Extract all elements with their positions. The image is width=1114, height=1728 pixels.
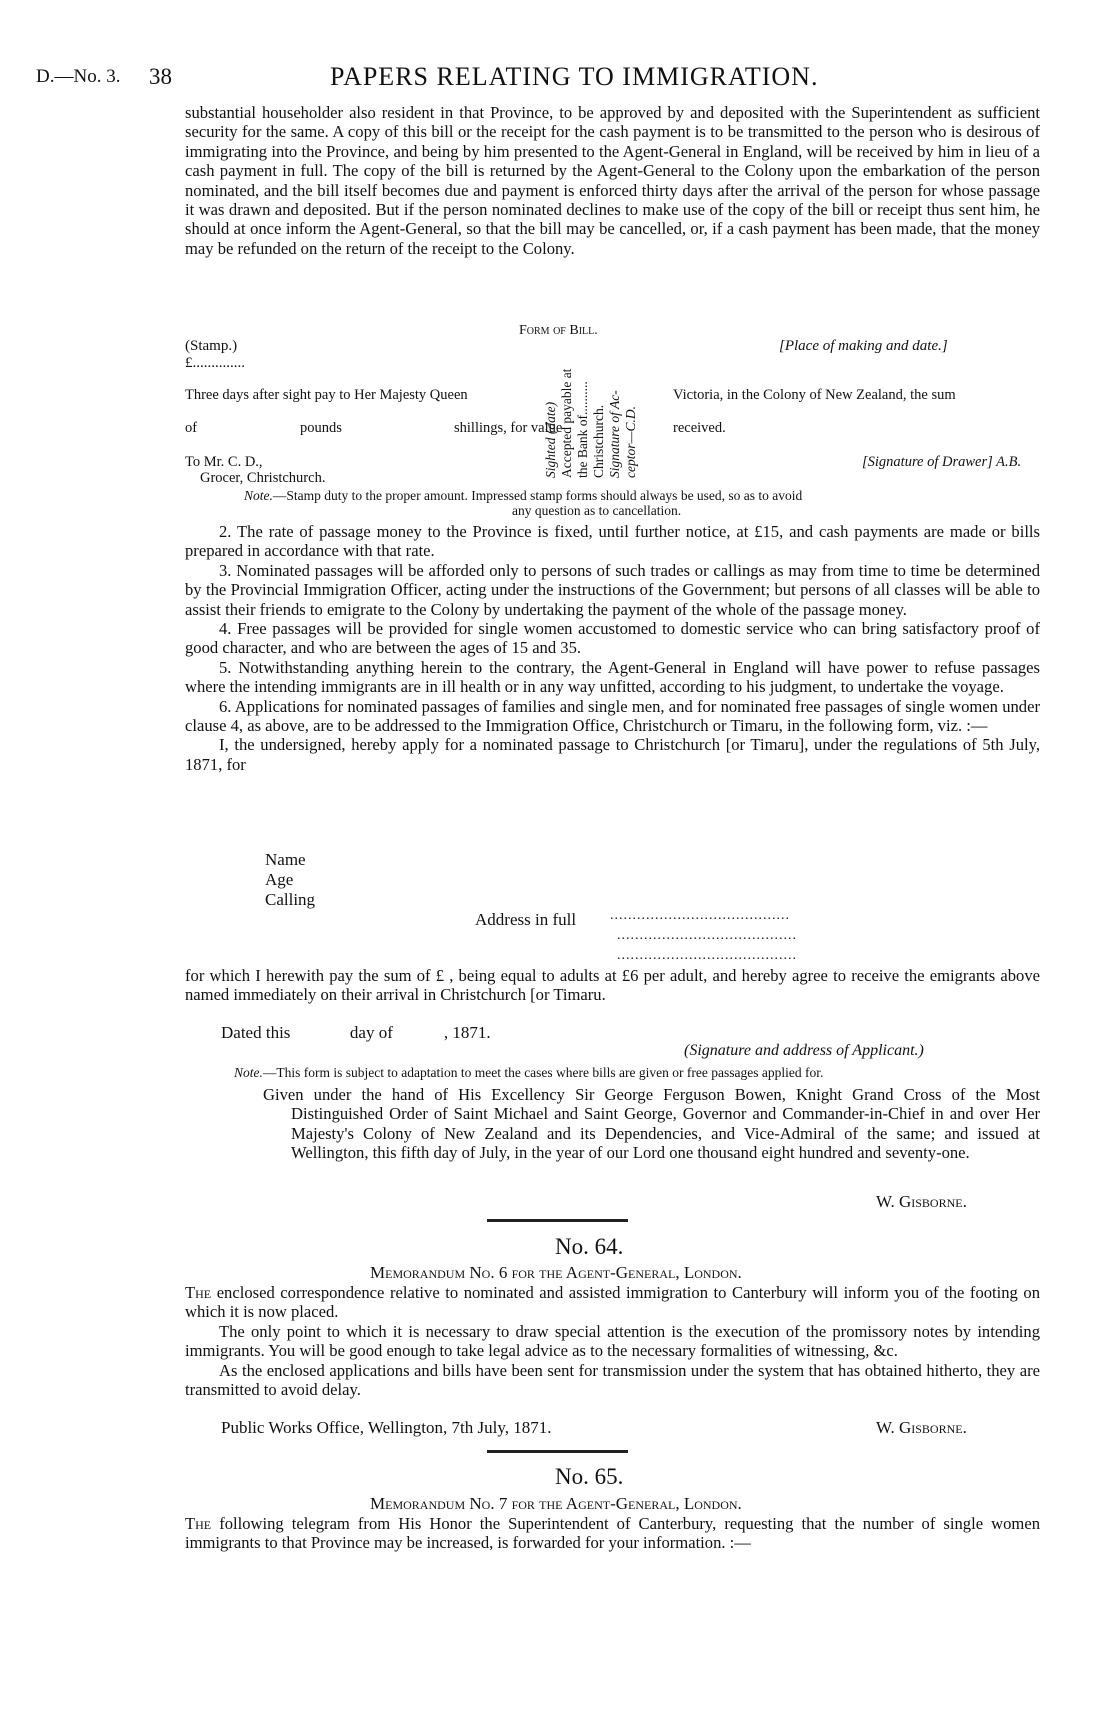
bill-line2-received: received. [673,420,726,436]
field-age: Age [265,870,294,889]
bill-note: Note.—Stamp duty to the proper amount. Impressed stamp forms should always be used, so as to avoid [244,488,803,503]
clause-2: 2. The rate of passage money to the Province is fixed, until further notice, at £15, and cash payments are made or bills prepared in accordance with that rate. [185,522,1040,561]
address-dots-1: ........................................ [610,908,790,923]
no64-body: The enclosed correspondence relative to nominated and assisted immigration to Canterbury will inform you of the footing on which it is now placed. The only point to which it is necessary to draw special attention is the execution of the promissory notes by intending immigrants. You will be good enough to take legal advice as to the necessary formalities of witnessing, &c. As the enclosed applications and bills have been sent for transmission under the system that has obtained hitherto, they are transmitted to avoid delay. [185,1283,1040,1400]
clause-4: 4. Free passages will be provided for single women accustomed to domestic service who can bring satisfactory proof of good character, and who are between the ages of 15 and 35. [185,619,1040,658]
address-dots-2: ........................................ [617,928,797,943]
application-text: I, the undersigned, hereby apply for a nominated passage to Christchurch [or Timaru], under the regulations of 5th July, 1871, for [185,735,1040,774]
field-name: Name [265,850,306,869]
no64-place-date: Public Works Office, Wellington, 7th July, 1871. [221,1418,552,1437]
bill-line1-right: Victoria, in the Colony of New Zealand, the sum [673,387,956,403]
no65-heading: No. 65. [555,1464,624,1489]
bill-line2-pounds: pounds [300,420,342,436]
address-label: Address in full [475,910,577,929]
bill-pound-line: £.............. [185,355,245,371]
application-note: Note.—This form is subject to adaptation to meet the cases where bills are given or free passages applied for. [234,1065,824,1080]
bill-vertical-4: Christchurch. [591,404,606,478]
clause-3: 3. Nominated passages will be afforded only to persons of such trades or callings as may from time to time be determined by the Provincial Immigration Officer, acting under the instructions of the Government; but persons of all classes will be able to assist their friends to emigrate to the Colony by undertaking the payment of the whole of the passage money. [185,560,1040,619]
clause-6: 6. Applications for nominated passages of families and single men, and for nominated free passages of single women under clause 4, as above, are to be addressed to the Immigration Office, Christchurch or Timaru, in the following form, viz. :— [185,696,1040,736]
field-calling: Calling [265,890,316,909]
bill-note-line2: any question as to cancellation. [512,503,682,518]
dated-line: Dated this day of , 1871. [221,1023,491,1042]
bill-vertical-5: Signature of Ac- [607,390,622,478]
form-of-bill-heading: Form of Bill. [519,323,598,338]
intro-paragraph: substantial householder also resident in that Province, to be approved by and deposited with the Superintendent as sufficient security for the same. A copy of this bill or the receipt for the cash payment is to be transmitted to the person who is desirous of immigrating into the Province, and being by him presented to the Agent-General in England, will be received by him in lieu of a cash payment in full. The copy of the bill is returned by the Agent-General to the Colony upon the embarkation of the person nominated, and the bill itself becomes due and payment is enforced thirty days after the arrival of the person for whose passage it was drawn and deposited. But if the person nominated declines to make use of the copy of the bill or receipt thus sent him, he should at once inform the Agent-General, so that the bill may be cancelled, or, if a cash payment has been made, that the money may be refunded on the return of the receipt to the Colony. [185,103,1040,258]
bill-stamp: (Stamp.) [185,338,238,354]
no64-signature: W. Gisborne. [876,1418,967,1437]
bill-address-line: Grocer, Christchurch. [200,470,326,486]
section-divider-1 [487,1219,628,1222]
payment-text: for which I herewith pay the sum of £ , being equal to adults at £6 per adult, and hereby agree to receive the emigrants above named immediately on their arrival in Christchurch [or Timaru. [185,966,1040,1005]
bill-vertical-2: Accepted payable at [559,368,574,478]
bill-vertical-6: ceptor—C.D. [623,406,638,478]
bill-vertical-3: the Bank of.......... [575,381,590,478]
signature-gisborne-1: W. Gisborne. [876,1192,967,1211]
clause-5: 5. Notwithstanding anything herein to the contrary, the Agent-General in England will have power to refuse passages where the intending immigrants are in ill health or in any way unfitted, according to his judgment, to undertake the voyage. [185,657,1040,697]
bill-signature: [Signature of Drawer] A.B. [862,454,1022,470]
no65-memo-title: Memorandum No. 7 for the Agent-General, London. [370,1494,742,1513]
applicant-signature: (Signature and address of Applicant.) [684,1042,924,1059]
no64-heading: No. 64. [555,1234,624,1259]
no64-memo-title: Memorandum No. 6 for the Agent-General, London. [370,1263,742,1282]
given-under-paragraph: Given under the hand of His Excellency Sir George Ferguson Bowen, Knight Grand Cross of the Most Distinguished Order of Saint Michael and Saint George, Governor and Commander-in-Chief in and over Her Majesty's Colony of New Zealand and its Dependencies, and Vice-Admiral of the same; and issued at Wellington, this fifth day of July, in the year of our Lord one thousand eight hundred and seventy-one. [263,1085,1040,1163]
bill-vertical-1: Sighted (date) [543,401,558,478]
bill-line2-shillings: shillings, for value [454,420,563,436]
bill-to-line: To Mr. C. D., [185,454,263,470]
bill-place-date: [Place of making and date.] [779,338,948,354]
document-reference: D.—No. 3. [36,66,121,87]
page-title: PAPERS RELATING TO IMMIGRATION. [330,62,819,91]
clauses [185,522,1040,774]
bill-line2-of: of [185,420,198,436]
page-number: 38 [149,64,172,89]
section-divider-2 [487,1450,628,1453]
address-dots-3: ........................................ [617,948,797,963]
no65-body: The following telegram from His Honor the Superintendent of Canterbury, requesting that the number of single women immigrants to that Province may be increased, is forwarded for your information. :— [185,1514,1040,1553]
bill-line1-left: Three days after sight pay to Her Majesty Queen [185,387,468,403]
